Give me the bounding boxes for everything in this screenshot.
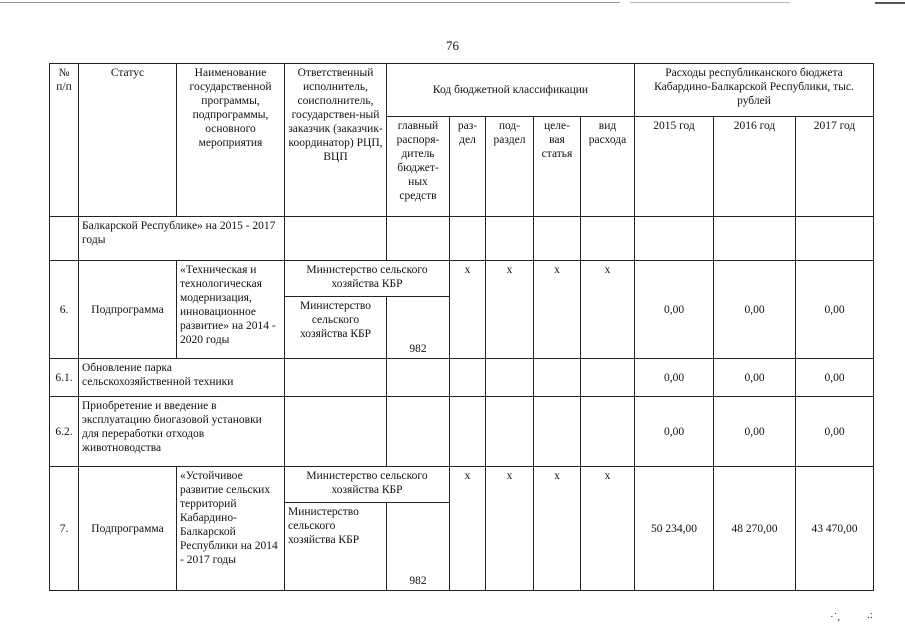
row-number: 6.1. xyxy=(50,359,79,397)
code-vid-x: х xyxy=(581,261,635,359)
header-year-2017: 2017 год xyxy=(796,117,874,217)
scan-artifact-line xyxy=(0,2,620,3)
code-statya-x: х xyxy=(534,261,581,359)
table-row xyxy=(50,397,874,467)
row-executor-responsible: Министерство сельского хозяйства КБР xyxy=(285,261,450,297)
cell-empty xyxy=(387,397,450,467)
header-executor: Ответственный исполнитель, соисполнитель, государствен-ный заказчик (заказчик-координатор) РЦП, ВЦП xyxy=(285,64,387,217)
value-2017: 43 470,00 xyxy=(796,467,874,591)
budget-table xyxy=(49,63,874,591)
header-year-2015: 2015 год xyxy=(635,117,714,217)
table-header-row xyxy=(50,64,874,117)
page-number: 76 xyxy=(446,38,459,53)
cell-empty xyxy=(285,397,387,467)
row-executor: Министерство сельского хозяйства КБР xyxy=(285,503,387,591)
header-status: Статус xyxy=(79,64,177,217)
row-executor-responsible: Министерство сельского хозяйства КБР xyxy=(285,467,450,503)
cell-empty xyxy=(581,359,635,397)
cell-empty xyxy=(285,359,387,397)
header-expense-group: Расходы республиканского бюджета Кабардино-Балкарской Республики, тыс. рублей xyxy=(635,64,874,117)
value-2017: 0,00 xyxy=(796,261,874,359)
header-num: № п/п xyxy=(50,64,79,217)
code-statya-x: х xyxy=(534,467,581,591)
header-code-gr: главный распоря-дитель бюджет-ных средств xyxy=(387,117,450,217)
code-podrazdel-x: х xyxy=(486,467,534,591)
row-number: 6. xyxy=(50,261,79,359)
cell-empty xyxy=(486,397,534,467)
cell-empty xyxy=(635,217,714,261)
header-year-2016: 2016 год xyxy=(714,117,796,217)
scan-artifact-line xyxy=(630,2,790,3)
table-row xyxy=(50,217,874,261)
cell-empty xyxy=(486,217,534,261)
row-status: Подпрограмма xyxy=(79,261,177,359)
cell-empty xyxy=(387,217,450,261)
row-executor: Министерство сельского хозяйства КБР xyxy=(285,297,387,359)
scan-speck: ·˙, xyxy=(830,611,841,623)
value-2016: 0,00 xyxy=(714,261,796,359)
value-2016: 0,00 xyxy=(714,397,796,467)
cell-empty xyxy=(486,359,534,397)
row-name: Приобретение и введение в эксплуатацию биогазовой установки для переработки отходов животноводства xyxy=(79,397,285,467)
header-name: Наименование государственной программы, подпрограммы, основного мероприятия xyxy=(177,64,285,217)
code-gr-value: 982 xyxy=(387,503,450,591)
scan-speck: .: xyxy=(867,609,873,621)
value-2015: 0,00 xyxy=(635,397,714,467)
value-2015: 50 234,00 xyxy=(635,467,714,591)
value-2015: 0,00 xyxy=(635,359,714,397)
row-number: 7. xyxy=(50,467,79,591)
row-status: Подпрограмма xyxy=(79,467,177,591)
code-vid-x: х xyxy=(581,467,635,591)
table-row xyxy=(50,359,874,397)
cell-empty xyxy=(387,359,450,397)
header-code-group: Код бюджетной классификации xyxy=(387,64,635,117)
row-number: 6.2. xyxy=(50,397,79,467)
row-name: Обновление парка сельскохозяйственной техники xyxy=(79,359,285,397)
code-razdel-x: х xyxy=(450,261,486,359)
cell-empty xyxy=(581,397,635,467)
table-row xyxy=(50,261,874,297)
row-name: «Устойчивое развитие сельских территорий Кабардино-Балкарской Республики на 2014 - 2017 годы xyxy=(177,467,285,591)
cell-empty xyxy=(534,359,581,397)
header-code-razdel: раз-дел xyxy=(450,117,486,217)
value-2016: 0,00 xyxy=(714,359,796,397)
cell-empty xyxy=(534,217,581,261)
cell-empty xyxy=(450,217,486,261)
cell-empty xyxy=(534,397,581,467)
code-razdel-x: х xyxy=(450,467,486,591)
scan-artifact-line xyxy=(875,2,905,4)
cell-empty xyxy=(581,217,635,261)
cell-empty xyxy=(450,397,486,467)
row-name: «Техническая и технологическая модернизация, инновационное развитие» на 2014 - 2020 годы xyxy=(177,261,285,359)
continuation-text: Балкарской Республике» на 2015 - 2017 годы xyxy=(79,217,285,261)
table-row xyxy=(50,467,874,503)
cell-empty xyxy=(450,359,486,397)
header-code-vid: вид расхода xyxy=(581,117,635,217)
value-2017: 0,00 xyxy=(796,359,874,397)
code-gr-value: 982 xyxy=(387,297,450,359)
header-code-statya: целе-вая статья xyxy=(534,117,581,217)
cell-empty xyxy=(796,217,874,261)
value-2016: 48 270,00 xyxy=(714,467,796,591)
cell-empty xyxy=(285,217,387,261)
cell-empty xyxy=(50,217,79,261)
value-2017: 0,00 xyxy=(796,397,874,467)
value-2015: 0,00 xyxy=(635,261,714,359)
cell-empty xyxy=(714,217,796,261)
header-code-podrazdel: под-раздел xyxy=(486,117,534,217)
code-podrazdel-x: х xyxy=(486,261,534,359)
